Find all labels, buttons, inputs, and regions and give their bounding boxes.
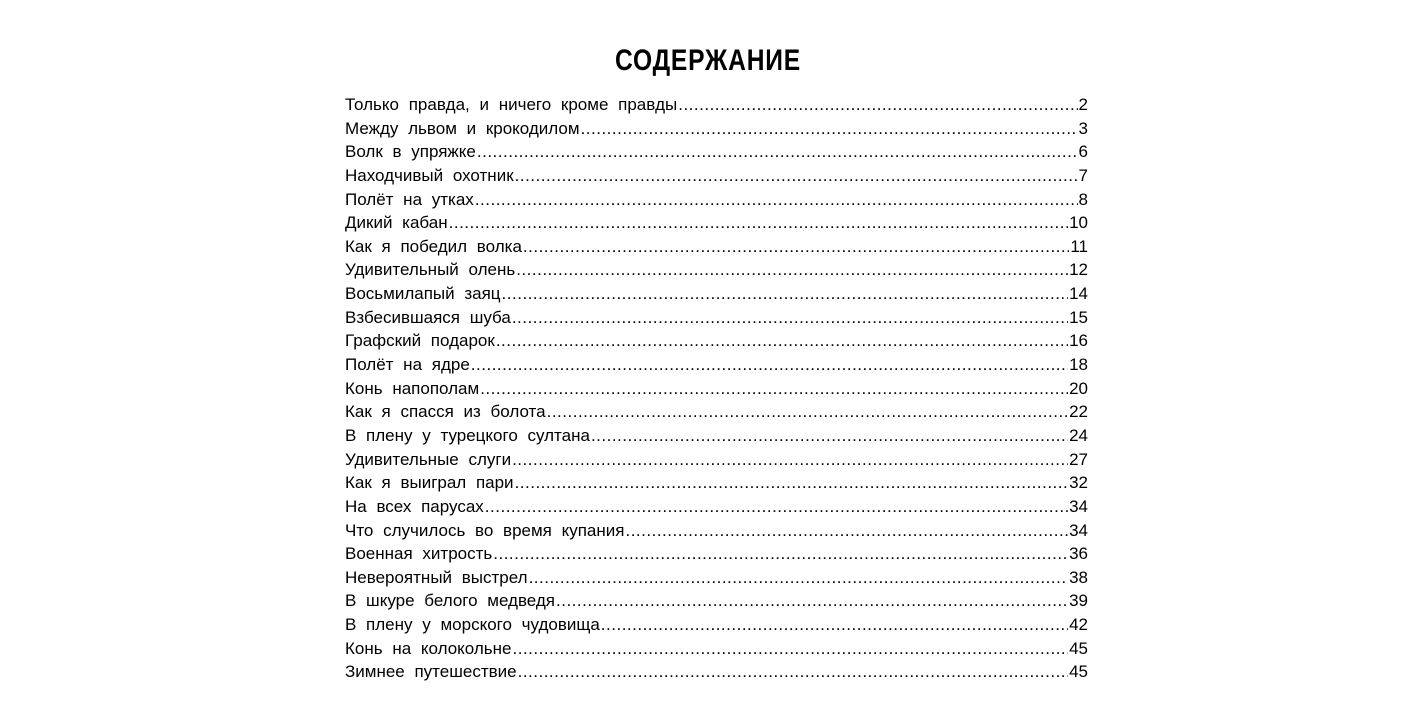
toc-entry[interactable]	[345, 377, 1088, 401]
toc-entry-page: 34	[1069, 520, 1088, 540]
toc-entry-page: 20	[1069, 378, 1088, 398]
toc-entry-page: 3	[1078, 118, 1088, 138]
toc-entry-page: 15	[1069, 307, 1088, 327]
toc-entry-title: Взбесившаяся шуба	[345, 307, 511, 327]
toc-dot-leader	[678, 93, 1077, 117]
toc-entry[interactable]	[345, 589, 1088, 613]
toc-dot-leader	[523, 235, 1069, 259]
toc-entry[interactable]	[345, 613, 1088, 637]
toc-entry-title: В плену у турецкого султана	[345, 425, 590, 445]
toc-entry[interactable]	[345, 495, 1088, 519]
toc-entry-page: 6	[1078, 142, 1088, 162]
toc-dot-leader	[547, 400, 1068, 424]
toc-entry-title: Как я победил волка	[345, 236, 522, 256]
toc-entry[interactable]	[345, 93, 1088, 117]
toc-dot-leader	[515, 164, 1078, 188]
toc-entry[interactable]	[345, 637, 1088, 661]
toc-entry[interactable]	[345, 235, 1088, 259]
toc-entry-title: Конь на колокольне	[345, 638, 512, 658]
toc-entry[interactable]	[345, 164, 1088, 188]
toc-dot-leader	[512, 448, 1068, 472]
toc-dot-leader	[515, 471, 1069, 495]
toc-entry-page: 36	[1069, 544, 1088, 564]
toc-entry[interactable]	[345, 471, 1088, 495]
toc-entry-page: 16	[1069, 331, 1088, 351]
toc-entry-page: 14	[1069, 284, 1088, 304]
toc-entry-page: 45	[1069, 638, 1088, 658]
toc-entry[interactable]	[345, 117, 1088, 141]
toc-dot-leader	[601, 613, 1068, 637]
page-title: СОДЕРЖАНИЕ	[614, 44, 802, 78]
toc-entry-page: 38	[1069, 567, 1088, 587]
toc-entry-title: Дикий кабан	[345, 213, 448, 233]
toc-entry-title: Как я выиграл пари	[345, 473, 514, 493]
toc-entry-page: 24	[1069, 425, 1088, 445]
toc-dot-leader	[449, 211, 1068, 235]
toc-dot-leader	[493, 542, 1068, 566]
toc-entry-title: Волк в упряжке	[345, 142, 476, 162]
toc-entry-title: В шкуре белого медведя	[345, 591, 556, 611]
table-of-contents	[345, 93, 1088, 684]
toc-entry-title: Находчивый охотник	[345, 165, 514, 185]
toc-dot-leader	[556, 589, 1068, 613]
toc-dot-leader	[480, 377, 1068, 401]
toc-entry[interactable]	[345, 566, 1088, 590]
toc-entry[interactable]	[345, 519, 1088, 543]
toc-entry[interactable]	[345, 424, 1088, 448]
toc-dot-leader	[513, 637, 1069, 661]
toc-entry[interactable]	[345, 188, 1088, 212]
toc-entry[interactable]	[345, 353, 1088, 377]
toc-entry[interactable]	[345, 400, 1088, 424]
toc-entry-page: 7	[1078, 165, 1088, 185]
toc-entry[interactable]	[345, 140, 1088, 164]
toc-entry[interactable]	[345, 542, 1088, 566]
toc-entry-page: 32	[1069, 473, 1088, 493]
toc-entry[interactable]	[345, 448, 1088, 472]
toc-entry-page: 22	[1069, 402, 1088, 422]
toc-entry-page: 45	[1069, 662, 1088, 682]
toc-entry-page: 8	[1078, 189, 1088, 209]
toc-entry-title: Полёт на утках	[345, 189, 474, 209]
toc-entry-title: Только правда, и ничего кроме правды	[345, 95, 678, 114]
toc-entry-page: 12	[1069, 260, 1088, 280]
toc-dot-leader	[518, 660, 1068, 684]
toc-entry-title: На всех парусах	[345, 496, 484, 516]
toc-entry-page: 42	[1069, 615, 1088, 635]
toc-entry[interactable]	[345, 211, 1088, 235]
toc-dot-leader	[475, 188, 1078, 212]
toc-dot-leader	[477, 140, 1078, 164]
toc-entry-title: Конь напополам	[345, 378, 480, 398]
toc-dot-leader	[516, 258, 1068, 282]
toc-entry-page: 10	[1069, 213, 1088, 233]
toc-dot-leader	[581, 117, 1078, 141]
toc-entry-title: Удивительные слуги	[345, 449, 512, 469]
toc-entry-title: Военная хитрость	[345, 544, 493, 564]
toc-entry[interactable]	[345, 258, 1088, 282]
toc-entry-title: Восьмилапый заяц	[345, 284, 501, 304]
toc-dot-leader	[529, 566, 1069, 590]
toc-dot-leader	[485, 495, 1068, 519]
toc-entry-title: В плену у морского чудовища	[345, 615, 600, 635]
toc-entry-page: 34	[1069, 496, 1088, 516]
toc-entry-page: 11	[1070, 236, 1088, 256]
toc-entry-title: Удивительный олень	[345, 260, 516, 280]
toc-entry[interactable]	[345, 329, 1088, 353]
toc-dot-leader	[471, 353, 1068, 377]
toc-entry[interactable]	[345, 306, 1088, 330]
toc-entry-page: 2	[1078, 95, 1088, 114]
toc-dot-leader	[496, 329, 1068, 353]
toc-entry-page: 39	[1069, 591, 1088, 611]
toc-entry-title: Графский подарок	[345, 331, 495, 351]
toc-entry[interactable]	[345, 660, 1088, 684]
toc-entry-title: Зимнее путешествие	[345, 662, 517, 682]
toc-dot-leader	[625, 519, 1068, 543]
toc-entry-title: Что случилось во время купания	[345, 520, 625, 540]
toc-entry-title: Между львом и крокодилом	[345, 118, 580, 138]
toc-entry-page: 18	[1069, 355, 1088, 375]
toc-entry-title: Как я спасся из болота	[345, 402, 546, 422]
toc-entry[interactable]	[345, 282, 1088, 306]
toc-entry-title: Невероятный выстрел	[345, 567, 528, 587]
toc-entry-title: Полёт на ядре	[345, 355, 470, 375]
toc-dot-leader	[512, 306, 1068, 330]
toc-entry-page: 27	[1069, 449, 1088, 469]
toc-dot-leader	[502, 282, 1069, 306]
toc-dot-leader	[591, 424, 1068, 448]
